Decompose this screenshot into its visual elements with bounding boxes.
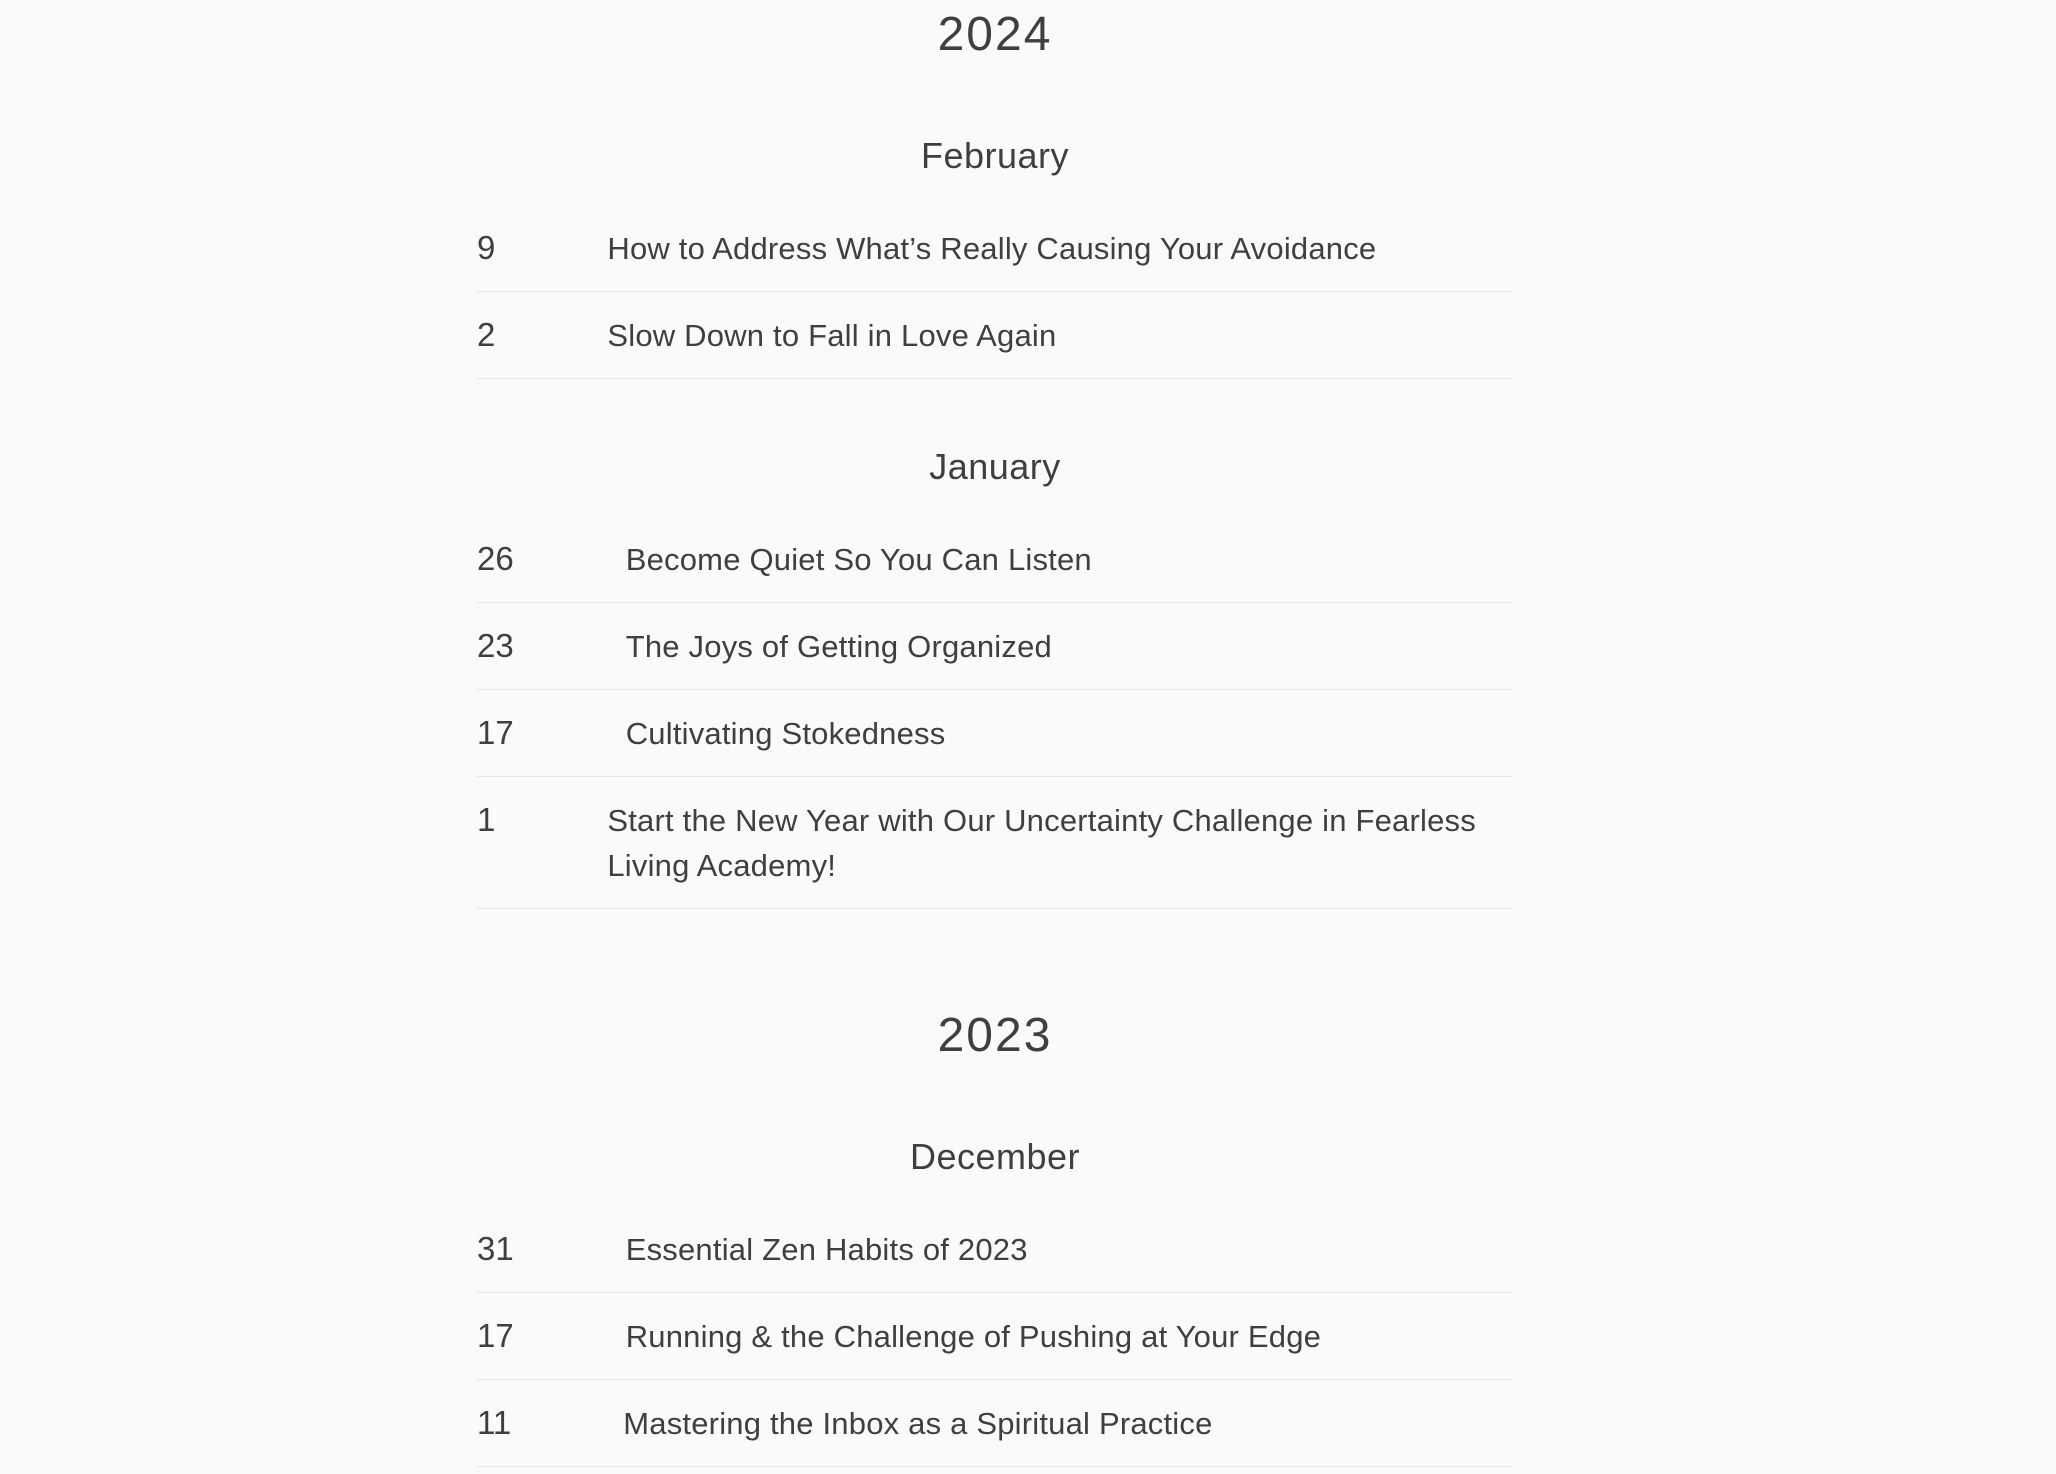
month-heading: January — [929, 445, 1061, 487]
month-section — [477, 1135, 1513, 1467]
year-heading: 2023 — [937, 1008, 1053, 1062]
post-day: 31 — [477, 1229, 514, 1267]
post-day: 23 — [477, 626, 514, 664]
post-list — [477, 516, 1513, 909]
year-heading: 2024 — [937, 8, 1053, 61]
post-row — [477, 1293, 1513, 1380]
post-title-link[interactable]: Mastering the Inbox as a Spiritual Practice — [623, 1405, 1213, 1441]
post-day: 9 — [477, 228, 496, 266]
post-day: 1 — [477, 800, 496, 838]
month-section — [477, 445, 1513, 909]
post-row — [477, 777, 1513, 909]
post-row — [477, 1380, 1513, 1467]
post-title-link[interactable]: Start the New Year with Our Uncertainty Challenge in Fearless Living Academy! — [607, 802, 1476, 883]
post-list — [477, 205, 1513, 379]
post-title-link[interactable]: Cultivating Stokedness — [625, 715, 946, 751]
post-row — [477, 690, 1513, 777]
post-title-link[interactable]: Essential Zen Habits of 2023 — [625, 1231, 1028, 1267]
year-section — [477, 1007, 1513, 1467]
post-day: 11 — [477, 1403, 512, 1441]
post-day: 17 — [477, 1316, 514, 1354]
post-title-link[interactable]: The Joys of Getting Organized — [625, 628, 1052, 664]
post-row — [477, 603, 1513, 690]
year-section — [477, 6, 1513, 909]
month-heading: February — [920, 134, 1070, 176]
post-day: 2 — [477, 315, 496, 353]
post-day: 17 — [477, 713, 514, 751]
post-row — [477, 205, 1513, 292]
post-title-link[interactable]: Running & the Challenge of Pushing at Your Edge — [625, 1318, 1322, 1354]
post-row — [477, 516, 1513, 603]
month-heading: December — [909, 1135, 1081, 1177]
post-day: 26 — [477, 539, 514, 577]
post-list — [477, 1206, 1513, 1467]
post-row — [477, 292, 1513, 379]
archive-list — [477, 0, 1513, 1474]
month-section — [477, 134, 1513, 379]
post-title-link[interactable]: Become Quiet So You Can Listen — [625, 541, 1092, 577]
post-title-link[interactable]: Slow Down to Fall in Love Again — [607, 317, 1057, 353]
post-row — [477, 1206, 1513, 1293]
post-title-link[interactable]: How to Address What’s Really Causing Your Avoidance — [607, 230, 1377, 266]
